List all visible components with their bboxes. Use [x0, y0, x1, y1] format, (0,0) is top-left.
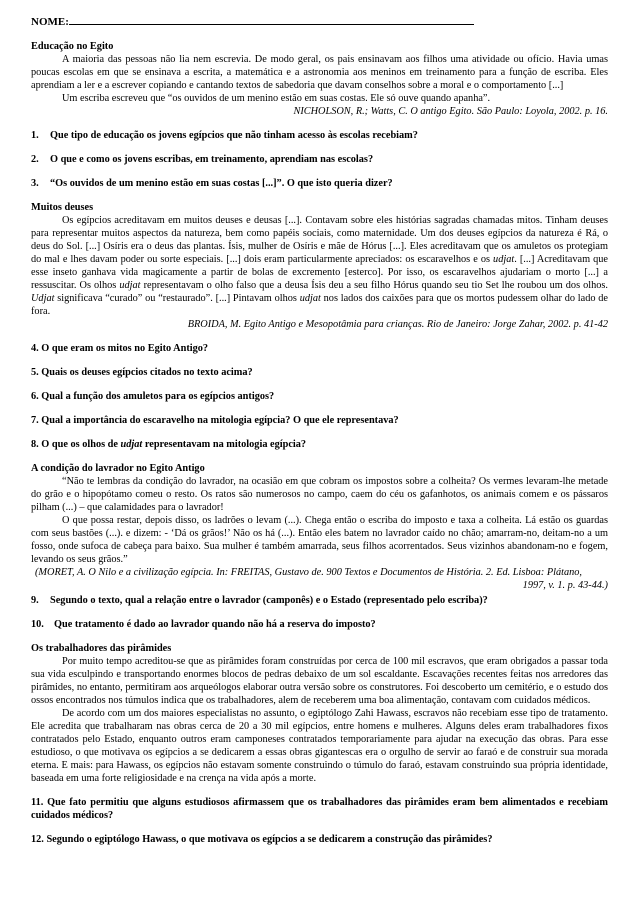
- question-10: 10. Que tratamento é dado ao lavrador quando não há a reserva do imposto?: [31, 619, 376, 630]
- paragraph-piramides-2: De acordo com um dos maiores especialistas no assunto, o egiptólogo Zahi Hawass, escravos não recebiam esse tipo de tratamento. Ele acredita que trabalharam nas obras cerca de 20 a 30 mil egípcios, entre homens e mulheres. Alguns deles eram trabalhadores fixos contratados pelo Estado, enquanto outros eram camponeses contratados temporariamente para ajudar na execução das obras. Para esse estudioso, o que motivava os egípcios a se dedicarem a essas obras gigantescas era o orgulho de servir ao faraó e de construir sua morada eterna. E mais: para Hawass, os egípcios não estavam somente construindo o túmulo do faraó, estavam construindo sua própria identidade, baseada em uma forte religiosidade e na crença na vida após a morte.: [31, 708, 608, 784]
- section-title-piramides: Os trabalhadores das pirâmides: [31, 643, 172, 654]
- section-title-lavrador: A condição do lavrador no Egito Antigo: [31, 463, 205, 474]
- citation-deuses: BROIDA, M. Egito Antigo e Mesopotâmia para crianças. Rio de Janeiro: Jorge Zahar, 2002. p. 41-42: [187, 319, 608, 330]
- question-11: 11. Que fato permitiu que alguns estudiosos afirmassem que os trabalhadores das pirâmides eram bem alimentados e recebiam cuidados médicos?: [31, 797, 608, 821]
- question-3: 3. “Os ouvidos de um menino estão em suas costas [...]”. O que isto queria dizer?: [31, 178, 393, 189]
- paragraph-lavrador-1: “Não te lembras da condição do lavrador, na ocasião em que cobram os impostos sobre a colheita? Os vermes levaram-lhe metade do grão e o hipopótamo comeu o resto. Os ratos são numerosos no campo, caem do céu os gafanhotos, os animais comem e os pássaros pilham (...) – que calamidades para o lavrador!: [31, 476, 608, 513]
- paragraph-lavrador-2: O que possa restar, depois disso, os ladrões o levam (...). Chega então o escriba do imposto e taxa a colheita. Lá estão os guardas com seus bastões (...). e dizem: - ‘Dá os grãos!’ Não os há (...). Então eles batem no lavrador caído no chão; amarram-no, deitam-no a um fosso, onde sufoca de cabeça para baixo. Sua mulher é também amarrada, seus filhos acorrentados. Seus vizinhos abandonam-no e fogem, levando os seus grãos.”: [31, 515, 608, 565]
- citation-lavrador-line-2: 1997, v. 1. p. 43-44.): [522, 580, 608, 591]
- section-title-educacao: Educação no Egito: [31, 41, 114, 52]
- question-6: 6. Qual a função dos amuletos para os egípcios antigos?: [31, 391, 275, 402]
- question-2: 2. O que e como os jovens escribas, em treinamento, aprendiam nas escolas?: [31, 154, 374, 165]
- name-field: [31, 14, 608, 29]
- paragraph-educacao-2: Um escriba escreveu que “os ouvidos de um menino estão em suas costas. Ele só ouve quando apanha”.: [62, 93, 491, 104]
- name-label: NOME:: [31, 16, 69, 28]
- question-7: 7. Qual a importância do escaravelho na mitologia egípcia? O que ele representava?: [31, 415, 399, 426]
- name-blank-line: [69, 14, 474, 25]
- question-5: 5. Quais os deuses egípcios citados no texto acima?: [31, 367, 253, 378]
- question-8: 8. O que os olhos de udjat representavam na mitologia egípcia?: [31, 439, 307, 450]
- paragraph-deuses: Os egípcios acreditavam em muitos deuses e deusas [...]. Contavam sobre eles histórias sagradas chamadas mitos. Tinham deuses para representar muitos aspectos da natureza, bem como papéis sociais, como maternidade. Um dos deuses egípcios da natureza é Rá, o deus do Sol. [...] Osíris era o deus das plantas. Ísis, mulher de Osíris e mãe de Hórus [...]. Eles acreditavam que os amuletos os protegiam do mal e lhes davam poder ou sorte especiais. [...] dois eram particularmente apreciados: os escaravelhos e os udjat. [...] Acreditavam que esse inseto ganhava vida magicamente a partir de bolas de excremento [esterco]. Por isso, os escaravelhos ajudariam o morto [...] a ressuscitar. Os olhos udjat representavam o olho falso que a deusa Ísis deu a seu filho Hórus quando seu tio Set lhe roubou um dos olhos. Udjat significava “curado” ou “restaurado”. [...] Pintavam olhos udjat nos lados dos caixões para que os mortos pudessem olhar do lado de fora.: [31, 215, 609, 317]
- paragraph-piramides-1: Por muito tempo acreditou-se que as pirâmides foram construídas por cerca de 100 mil escravos, que eram obrigados a passar toda sua vida esculpindo e transportando enormes blocos de pedras debaixo de um sol escaldante. Escavações recentes feitas nos arredores das pirâmides, no entanto, permitiram aos arqueólogos elaborar outra versão sobre os construtores. Foi descoberto um cemitério, e o estudo dos ossos encontrados nos túmulos indica que os trabalhadores, alem de receberem uma boa alimentação, contavam com cuidados médicos.: [31, 656, 608, 706]
- citation-lavrador-line-1: (MORET, A. O Nilo e a civilização egípcia. In: FREITAS, Gustavo de. 900 Textos e Documentos de História. 2. Ed. Lisboa: Plátano,: [35, 567, 583, 578]
- question-1: 1. Que tipo de educação os jovens egípcios que não tinham acesso às escolas recebiam?: [31, 130, 418, 141]
- citation-educacao: NICHOLSON, R.; Watts, C. O antigo Egito. São Paulo: Loyola, 2002. p. 16.: [293, 106, 608, 117]
- question-4: 4. O que eram os mitos no Egito Antigo?: [31, 343, 209, 354]
- section-title-deuses: Muitos deuses: [31, 202, 94, 213]
- question-12: 12. Segundo o egiptólogo Hawass, o que motivava os egípcios a se dedicarem a construção das pirâmides?: [31, 834, 493, 845]
- question-9: 9. Segundo o texto, qual a relação entre o lavrador (camponês) e o Estado (representado pelo escriba)?: [31, 595, 488, 606]
- paragraph-educacao-1: A maioria das pessoas não lia nem escrevia. De modo geral, os pais ensinavam aos filhos uma atividade ou ofício. Havia umas poucas escolas em que se ensinava a escrita, a matemática e a astronomia aos meninos em treinamento para a função de escriba. Eles aprendiam a ler e a escrever copiando e cantando textos de sabedoria que davam conselhos sobre a moral e o comportamento [...]: [31, 54, 608, 91]
